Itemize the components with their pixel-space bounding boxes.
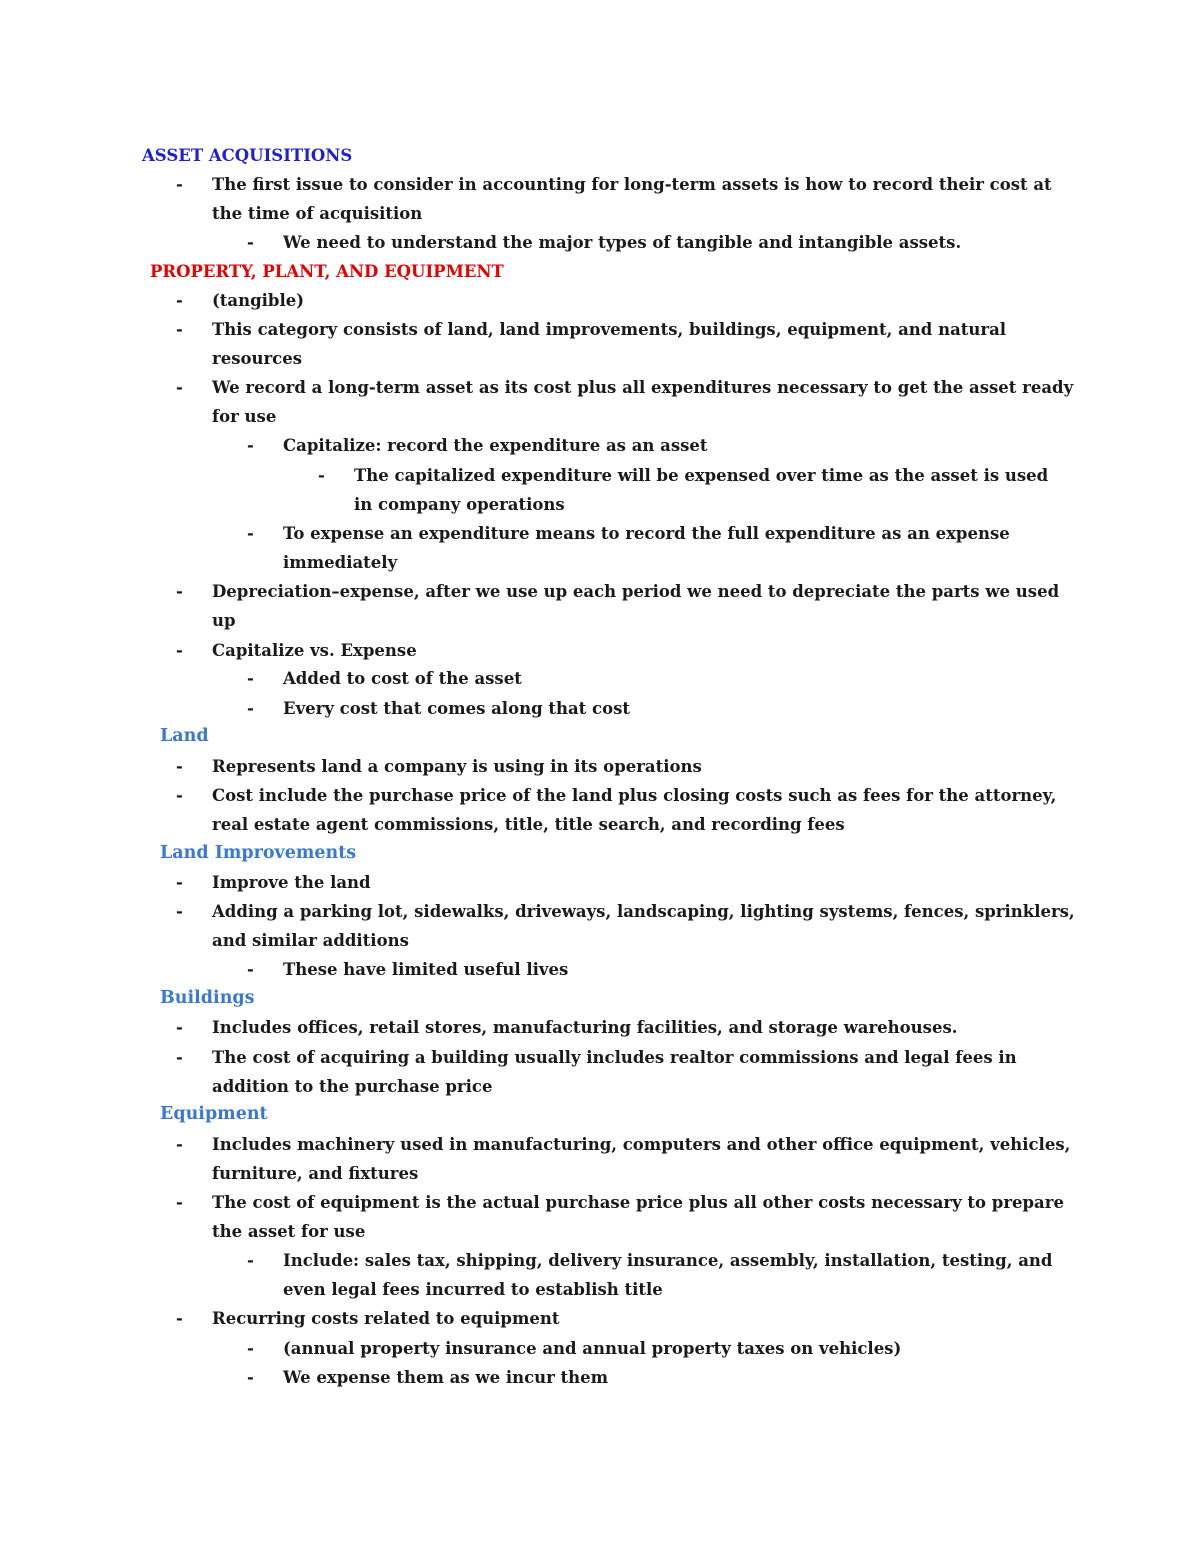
bullet-dash: - <box>176 786 183 805</box>
list-item: Cost include the purchase price of the land plus closing costs such as fees for the attorney, <box>212 786 1057 805</box>
bullet-dash: - <box>176 1309 183 1328</box>
bullet-dash: - <box>176 175 183 194</box>
heading-property-plant-equipment: PROPERTY, PLANT, AND EQUIPMENT <box>150 262 504 281</box>
list-item: Capitalize vs. Expense <box>212 641 417 660</box>
subheading-equipment: Equipment <box>160 1104 268 1124</box>
list-item-continuation: the asset for use <box>212 1222 366 1241</box>
bullet-dash: - <box>176 641 183 660</box>
list-item-continuation: real estate agent commissions, title, title search, and recording fees <box>212 815 845 834</box>
list-item: Depreciation–expense, after we use up each period we need to depreciate the parts we used <box>212 582 1060 601</box>
list-item: The cost of equipment is the actual purchase price plus all other costs necessary to prepare <box>212 1193 1064 1212</box>
list-item-continuation: in company operations <box>354 495 565 514</box>
list-item-continuation: resources <box>212 349 303 368</box>
bullet-dash: - <box>318 466 325 485</box>
bullet-dash: - <box>176 1135 183 1154</box>
bullet-dash: - <box>247 1251 254 1270</box>
bullet-dash: - <box>176 757 183 776</box>
list-item-continuation: even legal fees incurred to establish title <box>283 1280 663 1299</box>
list-item-continuation: up <box>212 611 236 630</box>
heading-asset-acquisitions: ASSET ACQUISITIONS <box>142 146 353 165</box>
bullet-dash: - <box>176 291 183 310</box>
list-item: The cost of acquiring a building usually includes realtor commissions and legal fees in <box>212 1048 1017 1067</box>
bullet-dash: - <box>176 320 183 339</box>
list-item: The capitalized expenditure will be expensed over time as the asset is used <box>354 466 1049 485</box>
list-item: Every cost that comes along that cost <box>283 699 630 718</box>
list-item: To expense an expenditure means to record the full expenditure as an expense <box>283 524 1010 543</box>
list-item: Includes offices, retail stores, manufacturing facilities, and storage warehouses. <box>212 1018 958 1037</box>
bullet-dash: - <box>247 699 254 718</box>
bullet-dash: - <box>247 233 254 252</box>
subheading-buildings: Buildings <box>160 988 255 1008</box>
list-item: Capitalize: record the expenditure as an asset <box>283 436 708 455</box>
list-item: We record a long-term asset as its cost plus all expenditures necessary to get the asset ready <box>212 378 1074 397</box>
bullet-dash: - <box>247 1368 254 1387</box>
list-item: Recurring costs related to equipment <box>212 1309 560 1328</box>
bullet-dash: - <box>176 378 183 397</box>
list-item: Represents land a company is using in its operations <box>212 757 702 776</box>
list-item: Added to cost of the asset <box>283 669 522 688</box>
list-item: Improve the land <box>212 873 371 892</box>
list-item: We expense them as we incur them <box>283 1368 609 1387</box>
list-item-continuation: furniture, and fixtures <box>212 1164 419 1183</box>
list-item-continuation: for use <box>212 407 277 426</box>
subheading-land-improvements: Land Improvements <box>160 843 357 863</box>
list-item: Includes machinery used in manufacturing, computers and other office equipment, vehicles, <box>212 1135 1071 1154</box>
bullet-dash: - <box>176 1018 183 1037</box>
list-item-continuation: immediately <box>283 553 398 572</box>
list-item: We need to understand the major types of tangible and intangible assets. <box>283 233 962 252</box>
bullet-dash: - <box>247 669 254 688</box>
list-item-continuation: the time of acquisition <box>212 204 423 223</box>
list-item: (tangible) <box>212 291 305 310</box>
subheading-land: Land <box>160 726 209 746</box>
list-item: (annual property insurance and annual property taxes on vehicles) <box>283 1339 902 1358</box>
list-item: Adding a parking lot, sidewalks, driveways, landscaping, lighting systems, fences, sprinklers, <box>212 902 1075 921</box>
bullet-dash: - <box>176 902 183 921</box>
list-item: Include: sales tax, shipping, delivery insurance, assembly, installation, testing, and <box>283 1251 1053 1270</box>
bullet-dash: - <box>247 436 254 455</box>
list-item: These have limited useful lives <box>283 960 569 979</box>
bullet-dash: - <box>176 873 183 892</box>
list-item: The first issue to consider in accounting for long-term assets is how to record their cost at <box>212 175 1052 194</box>
bullet-dash: - <box>247 1339 254 1358</box>
bullet-dash: - <box>176 1048 183 1067</box>
list-item-continuation: and similar additions <box>212 931 409 950</box>
bullet-dash: - <box>247 524 254 543</box>
list-item: This category consists of land, land improvements, buildings, equipment, and natural <box>212 320 1007 339</box>
bullet-dash: - <box>247 960 254 979</box>
bullet-dash: - <box>176 582 183 601</box>
bullet-dash: - <box>176 1193 183 1212</box>
list-item-continuation: addition to the purchase price <box>212 1077 493 1096</box>
